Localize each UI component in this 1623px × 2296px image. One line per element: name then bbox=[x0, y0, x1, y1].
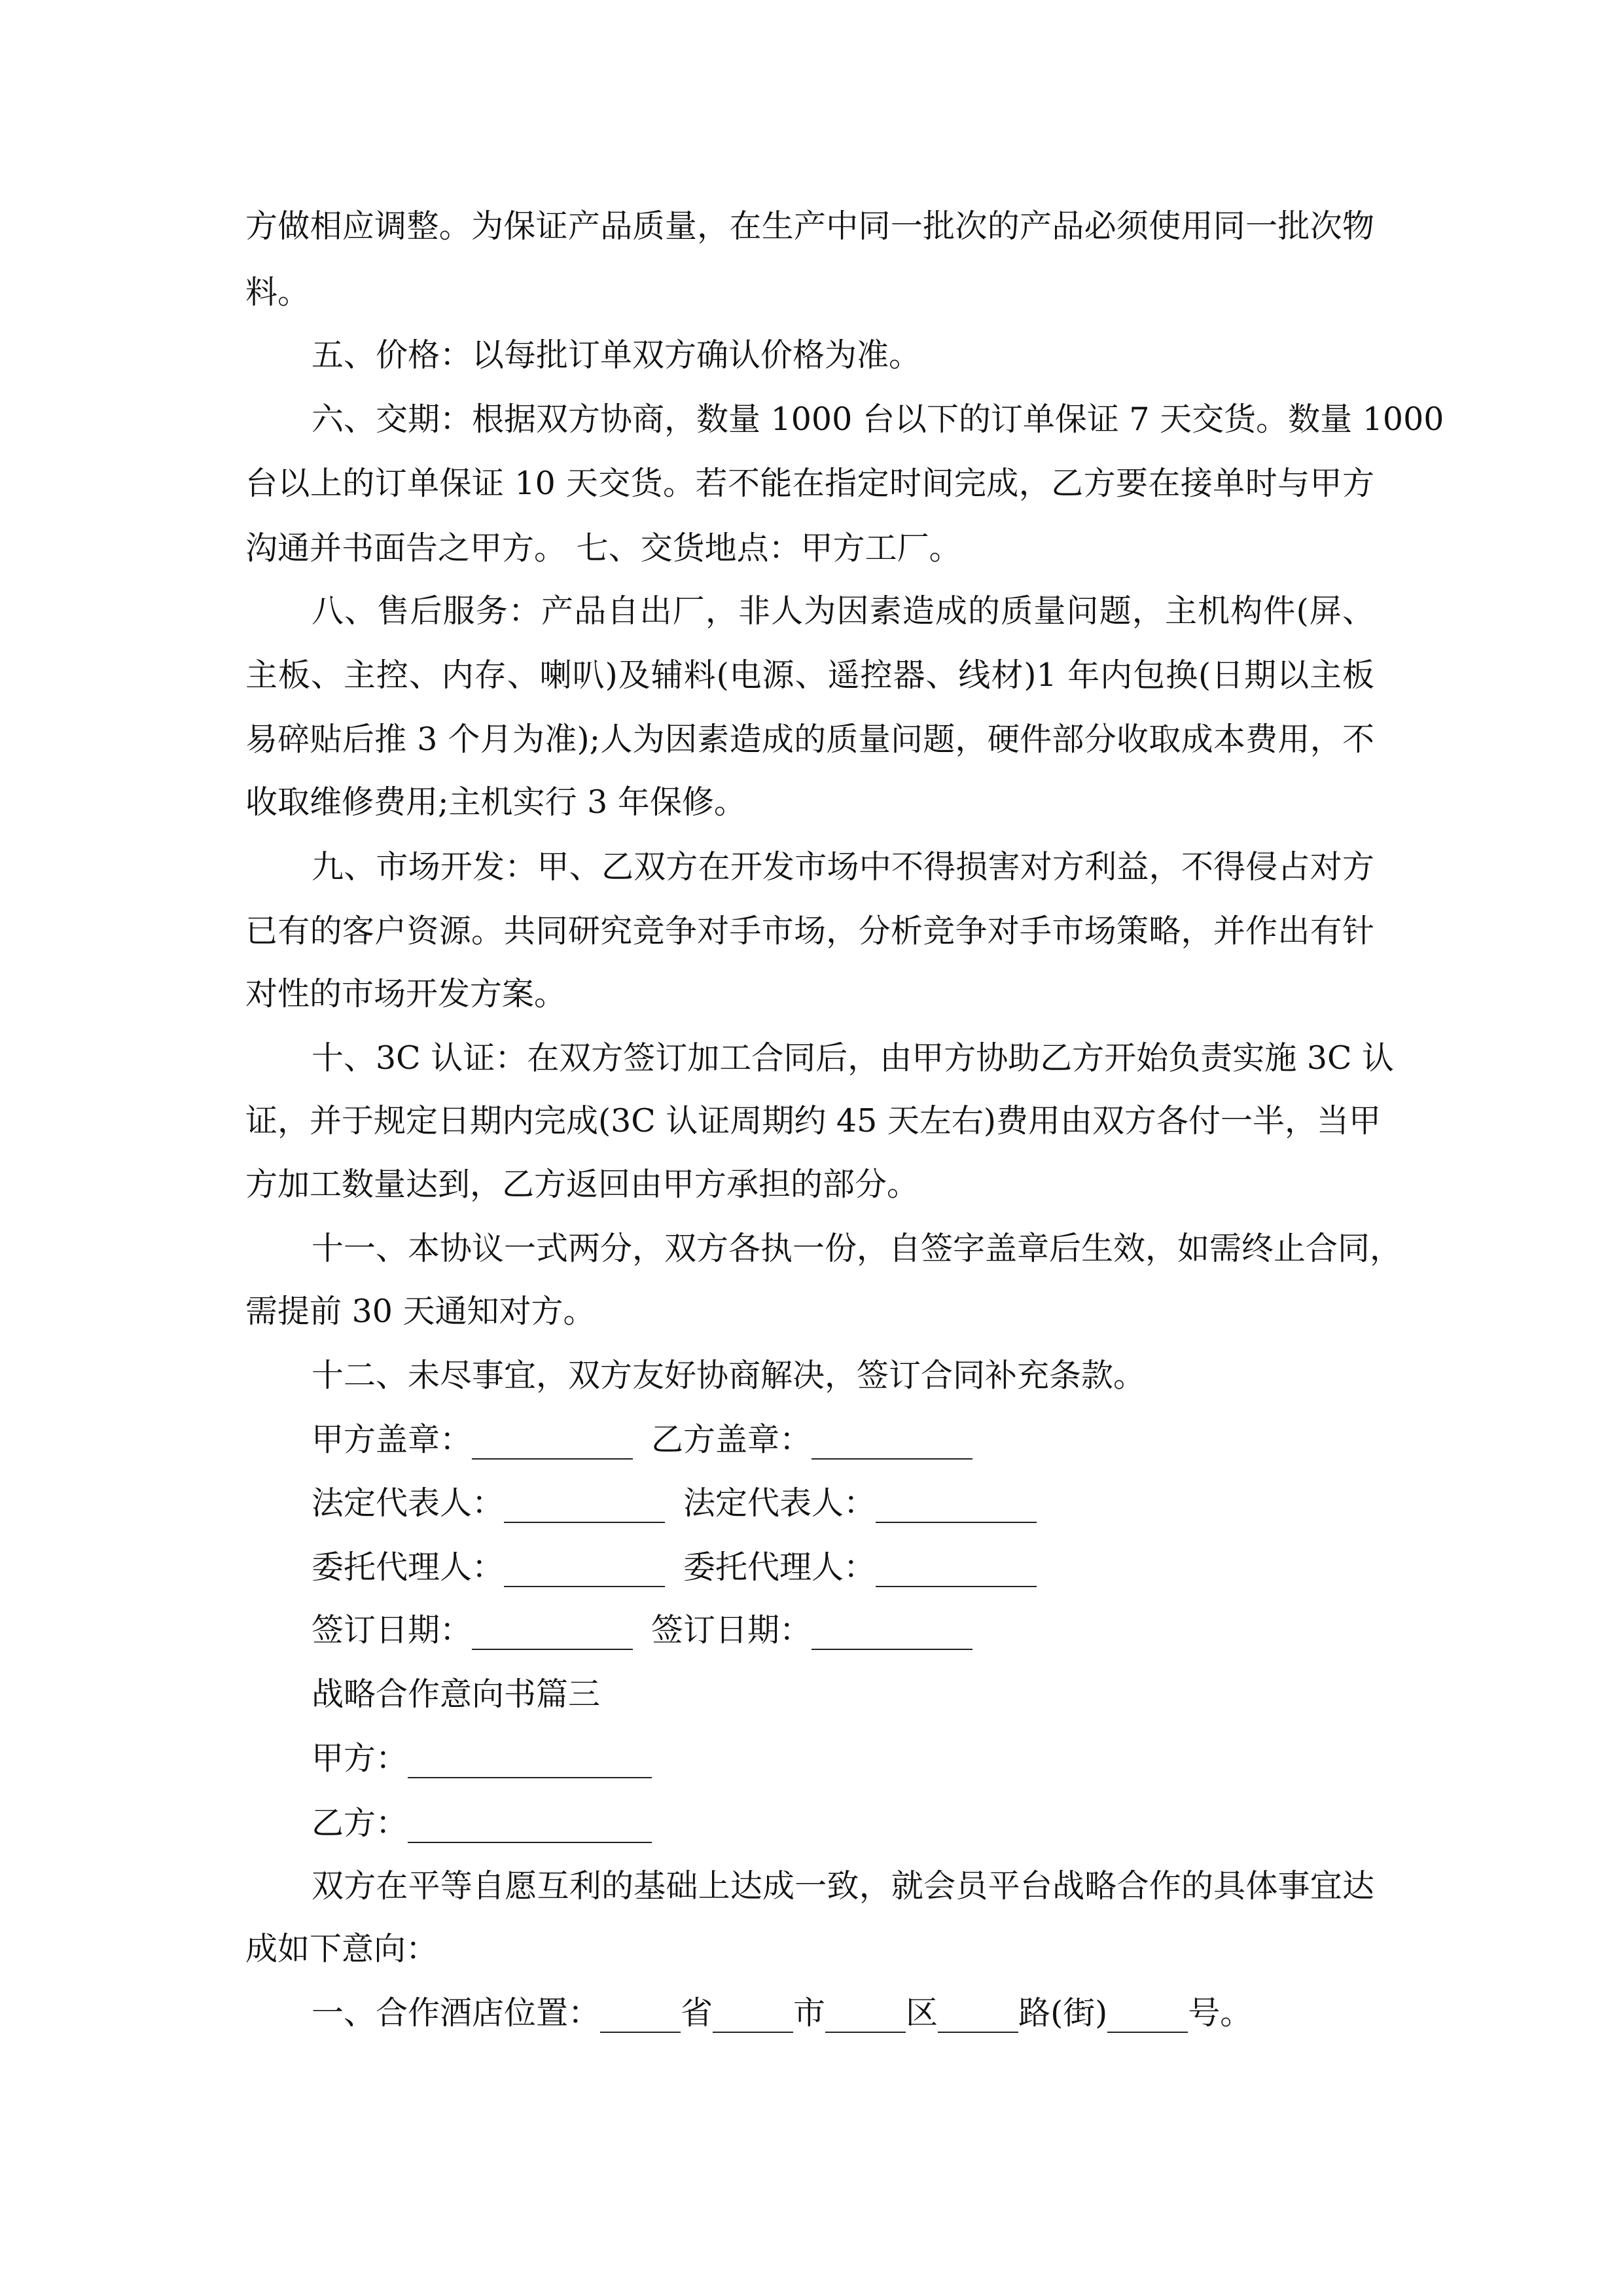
label: 市 bbox=[793, 1994, 826, 2032]
intro-line: 双方在平等自愿互利的基础上达成一致，就会员平台战略合作的具体事宜达 bbox=[312, 1867, 1374, 1905]
label: 省 bbox=[681, 1994, 713, 2032]
location-row bbox=[312, 1994, 1252, 2033]
signature-row-date bbox=[312, 1611, 972, 1650]
text-line: 料。 bbox=[245, 274, 310, 311]
label: 号。 bbox=[1188, 1994, 1253, 2032]
clause-price: 五、价格：以每批订单双方确认价格为准。 bbox=[312, 336, 921, 374]
blank-field bbox=[876, 1553, 1037, 1587]
label: 区 bbox=[906, 1994, 938, 2032]
label: 法定代表人： bbox=[683, 1484, 876, 1522]
label: 签订日期： bbox=[651, 1611, 812, 1649]
label: 委托代理人： bbox=[683, 1549, 876, 1586]
label: 一、合作酒店位置： bbox=[312, 1994, 601, 2032]
label: 路(街) bbox=[1018, 1994, 1108, 2032]
text-line: 台以上的订单保证 10 天交货。若不能在指定时间完成，乙方要在接单时与甲方 bbox=[245, 465, 1374, 502]
label: 甲方盖章： bbox=[312, 1421, 473, 1458]
blank-field bbox=[408, 1744, 652, 1778]
signature-row-legal-rep bbox=[312, 1484, 1037, 1523]
blank-field bbox=[938, 1999, 1018, 2033]
text-line: 主板、主控、内存、喇叭)及辅料(电源、遥控器、线材)1 年内包换(日期以主板 bbox=[245, 656, 1374, 694]
blank-field bbox=[472, 1426, 633, 1460]
blank-field bbox=[825, 1999, 906, 2033]
party-a-row bbox=[312, 1739, 652, 1778]
blank-field bbox=[1107, 1999, 1188, 2033]
blank-field bbox=[472, 1616, 633, 1650]
blank-field bbox=[408, 1809, 652, 1843]
text-line: 证，并于规定日期内完成(3C 认证周期约 45 天左右)费用由双方各付一半，当甲 bbox=[245, 1102, 1381, 1139]
label: 乙方： bbox=[312, 1804, 408, 1842]
blank-field bbox=[600, 1999, 681, 2033]
clause-3c: 十、3C 认证：在双方签订加工合同后，由甲方协助乙方开始负责实施 3C 认 bbox=[312, 1039, 1395, 1077]
clause-after-sales: 八、售后服务：产品自出厂，非人为因素造成的质量问题，主机构件(屏、 bbox=[312, 592, 1374, 630]
blank-field bbox=[812, 1426, 972, 1460]
text-line: 易碎贴后推 3 个月为准);人为因素造成的质量问题，硬件部分收取成本费用，不 bbox=[245, 721, 1375, 758]
blank-field bbox=[876, 1489, 1037, 1523]
text-line: 沟通并书面告之甲方。 七、交货地点：甲方工厂。 bbox=[245, 529, 961, 567]
label: 法定代表人： bbox=[312, 1484, 505, 1522]
blank-field bbox=[504, 1489, 665, 1523]
text-line: 方加工数量达到，乙方返回由甲方承担的部分。 bbox=[245, 1166, 919, 1203]
clause-misc: 十二、未尽事宜，双方友好协商解决，签订合同补充条款。 bbox=[312, 1357, 1146, 1394]
signature-row-agent bbox=[312, 1548, 1037, 1587]
label: 乙方盖章： bbox=[651, 1421, 812, 1458]
blank-field bbox=[504, 1553, 665, 1587]
section-title: 战略合作意向书篇三 bbox=[312, 1676, 601, 1713]
text-line: 已有的客户资源。共同研究竞争对手市场，分析竞争对手市场策略，并作出有针 bbox=[245, 912, 1374, 950]
label: 委托代理人： bbox=[312, 1549, 505, 1586]
text-line: 收取维修费用;主机实行 3 年保修。 bbox=[245, 783, 746, 821]
party-b-row bbox=[312, 1804, 652, 1843]
label: 签订日期： bbox=[312, 1611, 473, 1649]
clause-market: 九、市场开发：甲、乙双方在开发市场中不得损害对方利益，不得侵占对方 bbox=[312, 848, 1374, 886]
text-line: 需提前 30 天通知对方。 bbox=[245, 1293, 596, 1330]
blank-field bbox=[812, 1616, 972, 1650]
clause-delivery: 六、交期：根据双方协商，数量 1000 台以下的订单保证 7 天交货。数量 1000 bbox=[312, 401, 1444, 438]
text-line: 对性的市场开发方案。 bbox=[245, 975, 567, 1013]
label: 甲方： bbox=[312, 1740, 408, 1777]
blank-field bbox=[713, 1999, 793, 2033]
text-line: 方做相应调整。为保证产品质量，在生产中同一批次的产品必须使用同一批次物 bbox=[245, 207, 1374, 245]
intro-line: 成如下意向： bbox=[245, 1930, 438, 1967]
signature-row-seal bbox=[312, 1420, 972, 1460]
clause-copies: 十一、本协议一式两分，双方各执一份，自签字盖章后生效，如需终止合同， bbox=[312, 1230, 1402, 1267]
